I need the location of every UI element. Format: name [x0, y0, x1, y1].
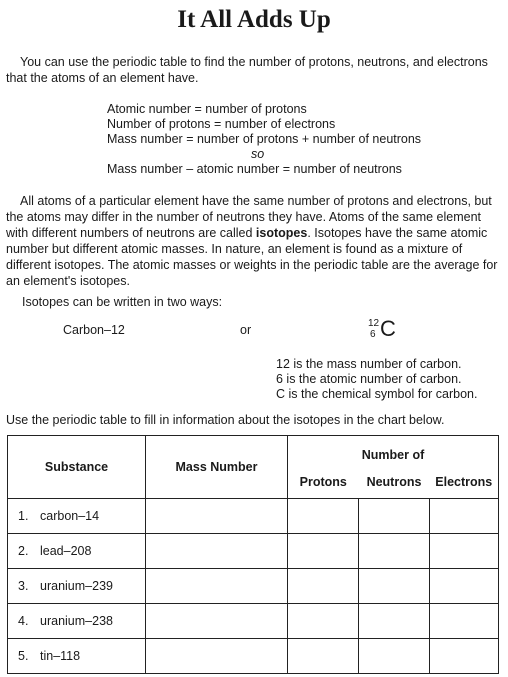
element-symbol: C — [380, 316, 396, 341]
mass-number-cell[interactable] — [146, 603, 288, 638]
neutrons-cell[interactable] — [359, 638, 430, 673]
note-line: C is the chemical symbol for carbon. — [276, 387, 478, 401]
formula-line: Number of protons = number of electrons — [107, 117, 336, 131]
note-line: 6 is the atomic number of carbon. — [276, 372, 462, 386]
note-line: 12 is the mass number of carbon. — [276, 357, 462, 371]
instruction-text: Use the periodic table to fill in information about the isotopes in the chart below. — [6, 413, 445, 427]
row-number: 4. — [18, 613, 29, 628]
header-mass-number: Mass Number — [146, 436, 288, 499]
protons-cell[interactable] — [288, 603, 359, 638]
substance-label: tin–118 — [40, 648, 81, 663]
mass-number-cell[interactable] — [146, 533, 288, 568]
electrons-cell[interactable] — [430, 603, 499, 638]
header-protons: Protons — [288, 466, 359, 498]
protons-cell[interactable] — [288, 498, 359, 533]
row-number: 2. — [18, 543, 29, 558]
row-number: 1. — [18, 508, 29, 523]
substance-label: lead–208 — [40, 543, 92, 558]
row-number: 3. — [18, 578, 29, 593]
page-title: It All Adds Up — [177, 6, 331, 33]
table-row — [8, 603, 499, 638]
intro-paragraph: You can use the periodic table to find the number of protons, neutrons, and electrons that the atoms of an element have. — [6, 55, 488, 85]
isotopes-text-after: . Isotopes have the same atomic number but different atomic masses. In nature, an element is found as a mixture of different isotopes. The atomic masses or weights in the periodic table are the average for an element's isotopes. — [6, 226, 498, 288]
substance-label: uranium–239 — [40, 578, 113, 593]
header-substance: Substance — [8, 436, 146, 499]
row-number: 5. — [18, 648, 29, 663]
protons-cell[interactable] — [288, 568, 359, 603]
header-electrons: Electrons — [430, 466, 499, 498]
electrons-cell[interactable] — [430, 568, 499, 603]
isotope-table — [7, 435, 499, 674]
substance-cell — [8, 638, 146, 673]
substance-cell — [8, 533, 146, 568]
mass-number-cell[interactable] — [146, 498, 288, 533]
isotope-word-form: Carbon–12 — [63, 323, 125, 337]
neutrons-cell[interactable] — [359, 533, 430, 568]
table-row — [8, 638, 499, 673]
formula-line: Mass number = number of protons + number of neutrons — [107, 132, 422, 146]
formula-connector: so — [251, 147, 265, 161]
formula-list — [107, 101, 447, 176]
formula-line: Atomic number = number of protons — [107, 102, 307, 116]
header-number-of: Number of — [288, 436, 499, 467]
formula-line: Mass number – atomic number = number of neutrons — [107, 162, 402, 176]
mass-number-cell[interactable] — [146, 568, 288, 603]
electrons-cell[interactable] — [430, 638, 499, 673]
isotopes-term: isotopes — [255, 226, 308, 240]
substance-cell — [8, 603, 146, 638]
protons-cell[interactable] — [288, 638, 359, 673]
notation-notes — [276, 356, 501, 401]
substance-label: uranium–238 — [40, 613, 113, 628]
substance-label: carbon–14 — [40, 508, 100, 523]
neutrons-cell[interactable] — [359, 498, 430, 533]
electrons-cell[interactable] — [430, 498, 499, 533]
isotope-notation — [368, 315, 408, 343]
table-row — [8, 533, 499, 568]
atomic-number-subscript: 6 — [370, 329, 376, 340]
header-neutrons: Neutrons — [359, 466, 430, 498]
neutrons-cell[interactable] — [359, 603, 430, 638]
mass-number-superscript: 12 — [368, 318, 380, 329]
or-label: or — [240, 323, 252, 337]
isotopes-text-before: All atoms of a particular element have the same number of protons and electrons, but the atoms may differ in the number of neutrons they have. Atoms of the same element with different numbers of neutrons are called — [6, 194, 492, 240]
protons-cell[interactable] — [288, 533, 359, 568]
substance-cell — [8, 498, 146, 533]
isotope-intro: Isotopes can be written in two ways: — [22, 295, 223, 309]
table-row — [8, 498, 499, 533]
table-row — [8, 568, 499, 603]
isotopes-paragraph — [6, 193, 501, 289]
substance-cell — [8, 568, 146, 603]
neutrons-cell[interactable] — [359, 568, 430, 603]
electrons-cell[interactable] — [430, 533, 499, 568]
mass-number-cell[interactable] — [146, 638, 288, 673]
